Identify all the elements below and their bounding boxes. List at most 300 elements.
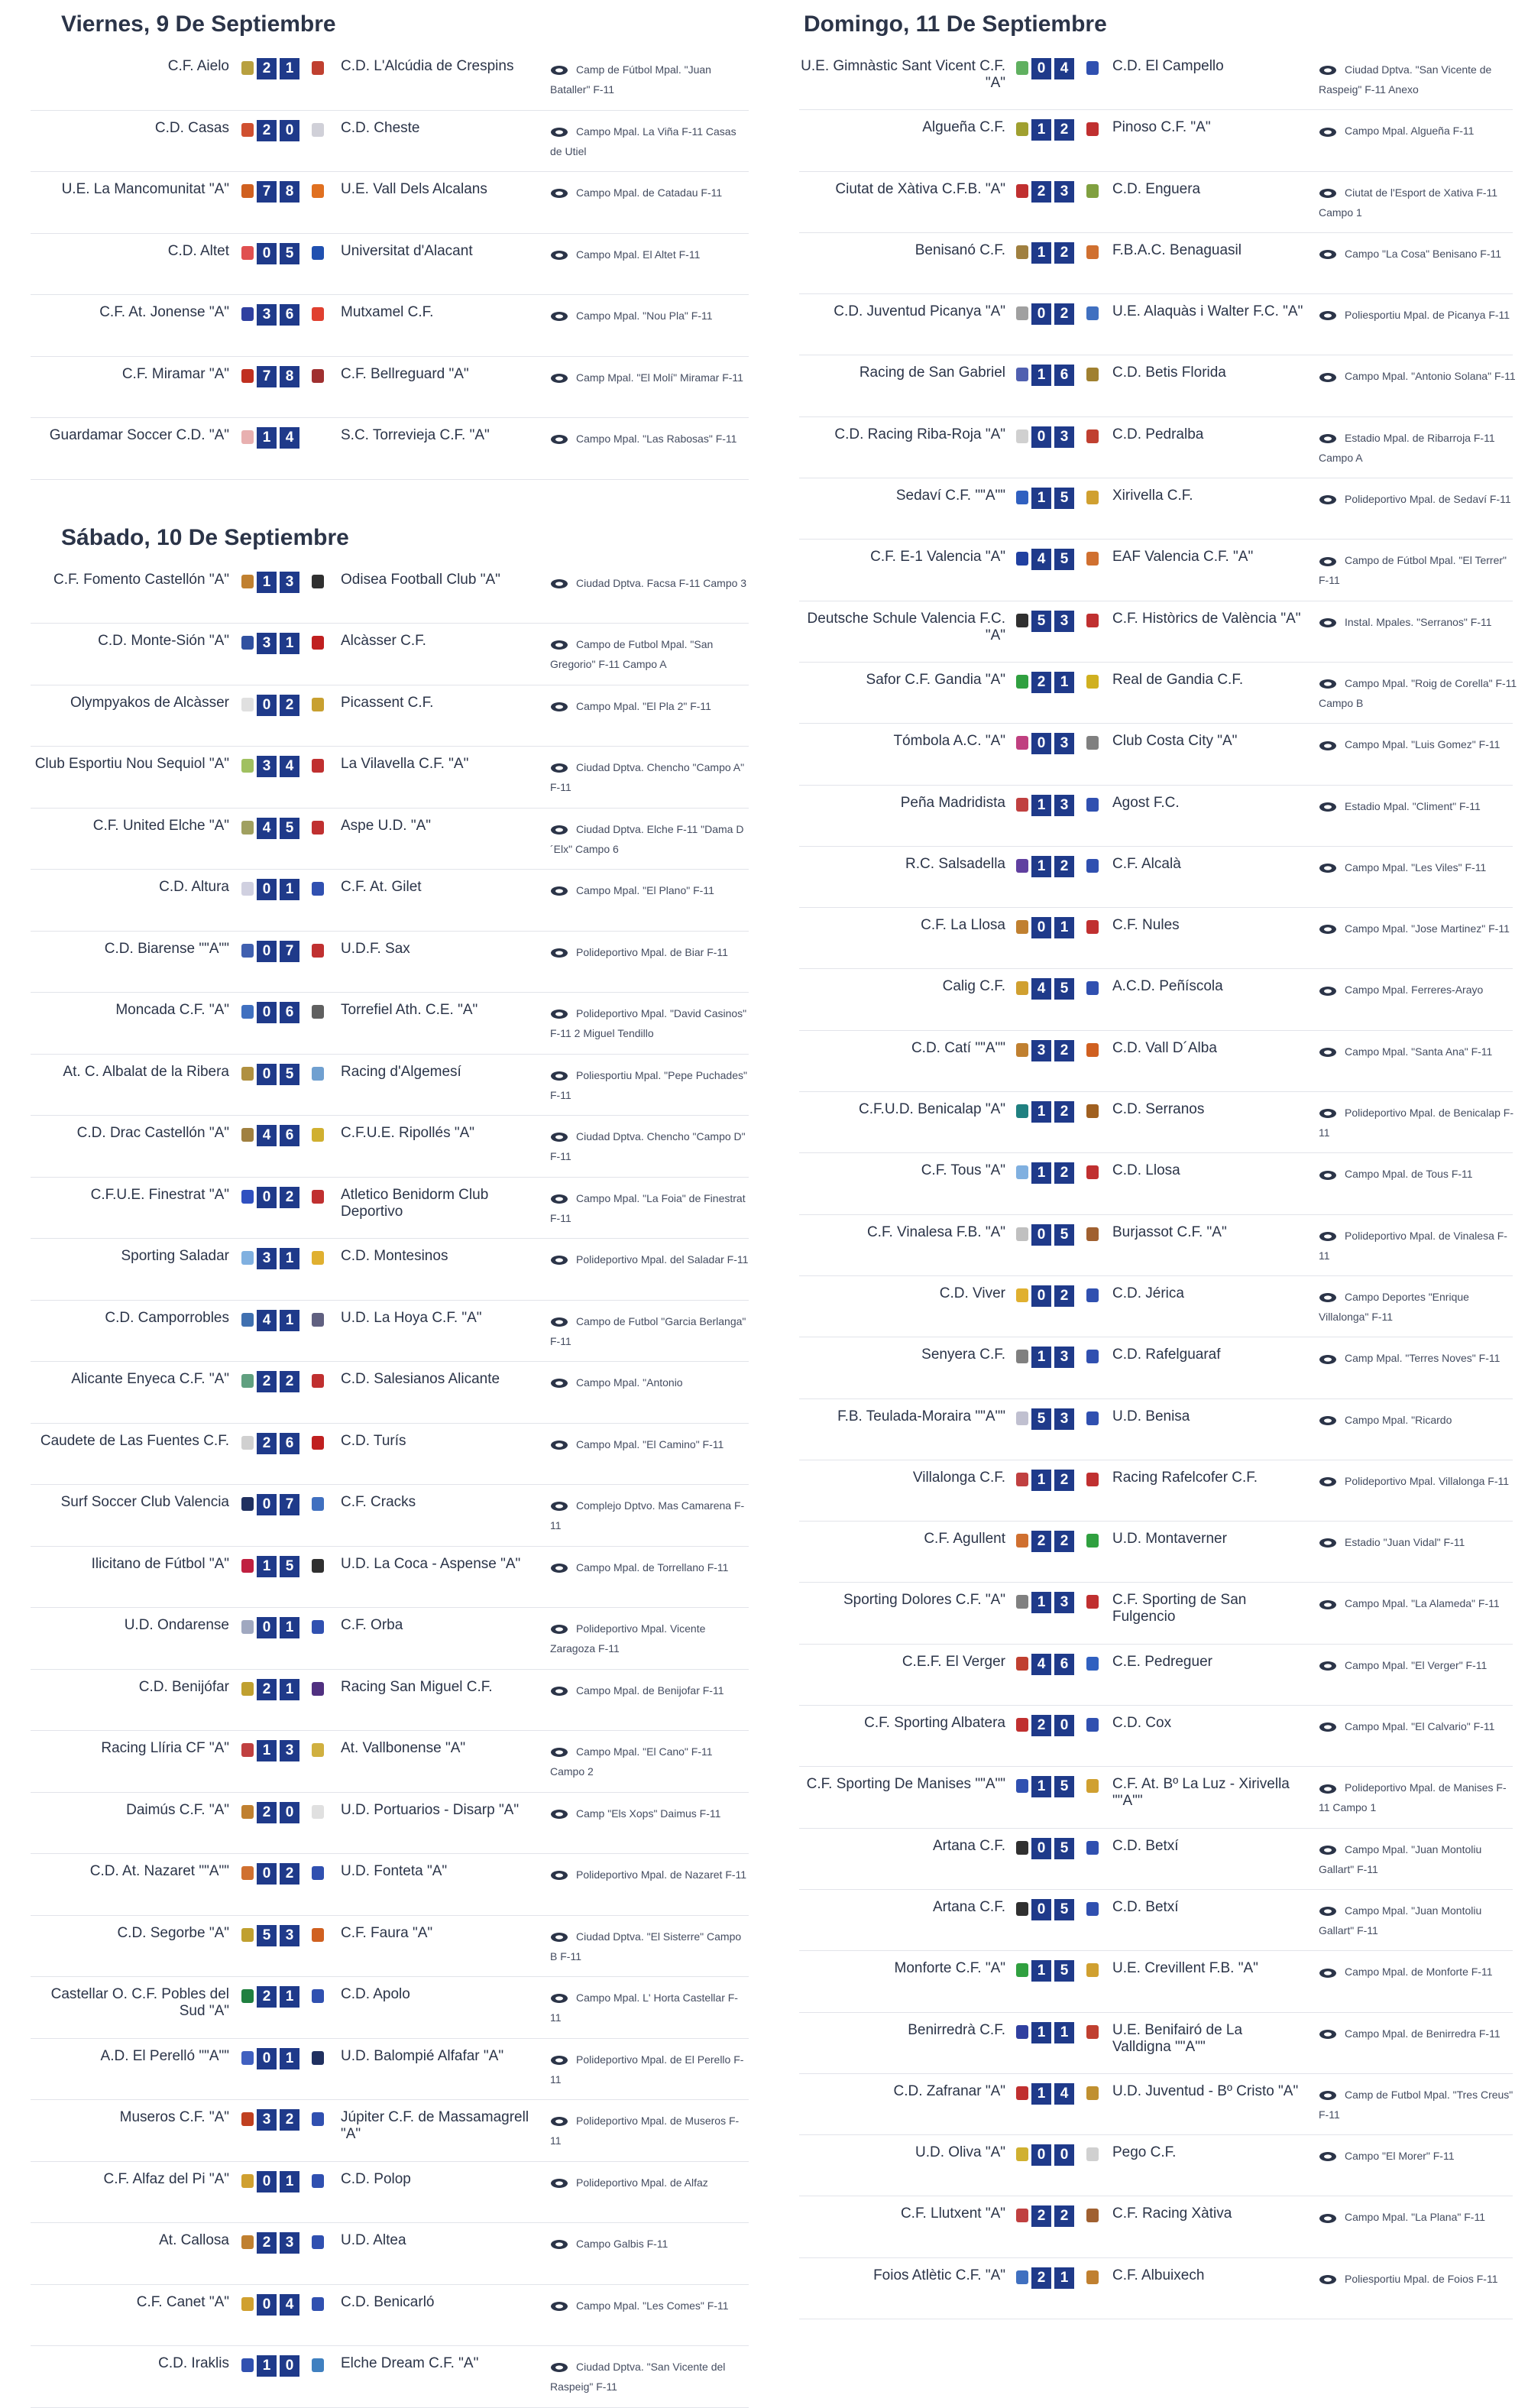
away-team-name[interactable]: C.F.U.E. Ripollés "A" — [341, 1125, 475, 1141]
venue[interactable] — [550, 1065, 749, 1105]
match-row[interactable] — [799, 1829, 1513, 1890]
score-box[interactable] — [1031, 303, 1074, 325]
home-team-name[interactable]: C.D. Casas — [154, 119, 229, 136]
away-team-name[interactable]: C.D. Cheste — [341, 119, 420, 136]
home-team-name[interactable]: Benirredrà C.F. — [908, 2021, 1005, 2038]
away-team-name[interactable]: U.D. Balompié Alfafar "A" — [341, 2047, 504, 2064]
score-box[interactable] — [1031, 1040, 1074, 1061]
match-row[interactable] — [31, 1731, 749, 1793]
away-team-name[interactable]: U.D. Altea — [341, 2232, 406, 2248]
score-box[interactable] — [1031, 1470, 1074, 1491]
venue[interactable] — [550, 245, 749, 264]
match-row[interactable] — [31, 993, 749, 1055]
home-team-name[interactable]: C.D. Racing Riba-Roja "A" — [834, 426, 1005, 442]
home-team-name[interactable]: C.F. United Elche "A" — [92, 817, 229, 834]
score-box[interactable] — [257, 1802, 299, 1823]
match-row[interactable] — [799, 1460, 1513, 1522]
away-team-name[interactable]: C.D. Montesinos — [341, 1248, 448, 1264]
venue[interactable] — [1319, 1839, 1517, 1879]
venue[interactable] — [550, 429, 749, 449]
away-team-name[interactable]: C.F. Faura "A" — [341, 1924, 433, 1941]
away-team-name[interactable]: Club Costa City "A" — [1112, 733, 1238, 750]
venue[interactable] — [550, 60, 749, 99]
score-box[interactable] — [257, 879, 299, 900]
venue[interactable] — [550, 1311, 749, 1351]
away-team-name[interactable]: C.F. Orba — [341, 1617, 403, 1633]
venue[interactable] — [1319, 1471, 1517, 1491]
score-box[interactable] — [257, 366, 299, 387]
away-team-name[interactable]: C.D. Betis Florida — [1112, 365, 1226, 381]
venue[interactable] — [550, 1126, 749, 1166]
venue[interactable] — [550, 2234, 749, 2254]
venue[interactable] — [550, 1804, 749, 1823]
match-row[interactable] — [799, 1951, 1513, 2012]
home-team-name[interactable]: Ilicitano de Fútbol "A" — [91, 1555, 229, 1572]
match-row[interactable] — [799, 1767, 1513, 1828]
away-team-name[interactable]: Pinoso C.F. "A" — [1112, 119, 1211, 136]
home-team-name[interactable]: Moncada C.F. "A" — [115, 1002, 229, 1018]
venue[interactable] — [550, 122, 749, 161]
venue[interactable] — [550, 634, 749, 674]
score-box[interactable] — [1031, 1347, 1074, 1368]
home-team-name[interactable]: Peña Madridista — [900, 794, 1005, 811]
venue[interactable] — [1319, 2146, 1517, 2166]
home-team-name[interactable]: Surf Soccer Club Valencia — [60, 1494, 229, 1510]
away-team-name[interactable]: Xirivella C.F. — [1112, 488, 1193, 504]
venue[interactable] — [1319, 489, 1517, 509]
venue[interactable] — [550, 1496, 749, 1535]
venue[interactable] — [550, 573, 749, 593]
home-team-name[interactable]: C.D. Viver — [939, 1285, 1005, 1301]
home-team-name[interactable]: C.F. Sporting De Manises ""A"" — [806, 1776, 1005, 1793]
score-box[interactable] — [1031, 1654, 1074, 1675]
venue[interactable] — [1319, 734, 1517, 754]
home-team-name[interactable]: U.D. Oliva "A" — [915, 2144, 1005, 2161]
away-team-name[interactable]: U.E. Vall Dels Alcalans — [341, 181, 487, 197]
home-team-name[interactable]: Algueña C.F. — [922, 119, 1005, 136]
home-team-name[interactable]: C.F. Aielo — [167, 58, 229, 74]
away-team-name[interactable]: Atletico Benidorm Club Deportivo — [341, 1186, 489, 1220]
match-row[interactable] — [31, 2285, 749, 2347]
score-box[interactable] — [257, 756, 299, 777]
away-team-name[interactable]: C.F. Bellreguard "A" — [341, 365, 469, 382]
venue[interactable] — [550, 1619, 749, 1658]
match-row[interactable] — [799, 969, 1513, 1030]
venue[interactable] — [550, 1865, 749, 1885]
home-team-name[interactable]: Racing de San Gabriel — [859, 365, 1005, 381]
score-box[interactable] — [257, 1925, 299, 1946]
away-team-name[interactable]: Universitat d'Alacant — [341, 242, 473, 259]
match-row[interactable] — [799, 2013, 1513, 2074]
venue[interactable] — [1319, 2207, 1517, 2227]
home-team-name[interactable]: U.E. Gimnàstic Sant Vicent C.F. "A" — [801, 58, 1005, 91]
away-team-name[interactable]: C.F. Històrics de València "A" — [1112, 610, 1301, 627]
home-team-name[interactable]: C.F. Fomento Castellón "A" — [53, 571, 229, 588]
away-team-name[interactable]: U.E. Crevillent F.B. "A" — [1112, 1960, 1258, 1977]
away-team-name[interactable]: C.D. Rafelguaraf — [1112, 1347, 1221, 1363]
match-row[interactable] — [799, 172, 1513, 233]
home-team-name[interactable]: Deutsche Schule Valencia F.C. "A" — [807, 610, 1005, 643]
match-row[interactable] — [799, 2074, 1513, 2135]
score-box[interactable] — [257, 2048, 299, 2069]
home-team-name[interactable]: Safor C.F. Gandia "A" — [866, 671, 1005, 688]
away-team-name[interactable]: C.D. Betxí — [1112, 1898, 1179, 1915]
home-team-name[interactable]: C.D. At. Nazaret ""A"" — [89, 1863, 229, 1879]
home-team-name[interactable]: U.E. La Mancomunitat "A" — [61, 181, 229, 197]
venue[interactable] — [1319, 1593, 1517, 1613]
match-row[interactable] — [31, 1485, 749, 1547]
match-row[interactable] — [799, 601, 1513, 663]
away-team-name[interactable]: C.D. Cox — [1112, 1715, 1172, 1732]
score-box[interactable] — [1031, 1162, 1074, 1184]
match-row[interactable] — [31, 624, 749, 685]
venue[interactable] — [550, 2111, 749, 2150]
match-row[interactable] — [31, 1670, 749, 1732]
score-box[interactable] — [257, 1740, 299, 1761]
score-box[interactable] — [1031, 365, 1074, 386]
score-box[interactable] — [1031, 611, 1074, 632]
venue[interactable] — [1319, 1962, 1517, 1982]
match-row[interactable] — [31, 49, 749, 111]
score-box[interactable] — [1031, 1960, 1074, 1982]
venue[interactable] — [1319, 1103, 1517, 1142]
home-team-name[interactable]: Villalonga C.F. — [912, 1469, 1005, 1486]
home-team-name[interactable]: C.D. Monte-Sión "A" — [98, 633, 229, 649]
venue[interactable] — [550, 183, 749, 203]
home-team-name[interactable]: Artana C.F. — [932, 1898, 1005, 1915]
home-team-name[interactable]: C.D. Benijófar — [138, 1678, 229, 1695]
match-row[interactable] — [31, 2346, 749, 2408]
away-team-name[interactable]: C.F. Albuixech — [1112, 2267, 1205, 2283]
home-team-name[interactable]: C.D. Drac Castellón "A" — [76, 1125, 229, 1141]
score-box[interactable] — [1031, 1592, 1074, 1613]
venue[interactable] — [550, 1557, 749, 1577]
score-box[interactable] — [257, 695, 299, 716]
match-row[interactable] — [799, 1645, 1513, 1706]
score-box[interactable] — [1031, 917, 1074, 938]
venue[interactable] — [1319, 1287, 1517, 1327]
home-team-name[interactable]: Benisanó C.F. — [915, 241, 1005, 258]
home-team-name[interactable]: R.C. Salsadella — [905, 855, 1005, 872]
home-team-name[interactable]: C.F. Llutxent "A" — [900, 2205, 1005, 2222]
match-row[interactable] — [799, 233, 1513, 294]
home-team-name[interactable]: Caudete de Las Fuentes C.F. — [40, 1432, 229, 1449]
score-box[interactable] — [1031, 1224, 1074, 1246]
home-team-name[interactable]: Artana C.F. — [932, 1837, 1005, 1854]
home-team-name[interactable]: F.B. Teulada-Moraira ""A"" — [837, 1408, 1005, 1424]
venue[interactable] — [1319, 2085, 1517, 2124]
score-box[interactable] — [257, 1187, 299, 1208]
score-box[interactable] — [1031, 549, 1074, 570]
venue[interactable] — [1319, 121, 1517, 141]
away-team-name[interactable]: Racing Rafelcofer C.F. — [1112, 1469, 1258, 1486]
away-team-name[interactable]: F.B.A.C. Benaguasil — [1112, 241, 1242, 258]
venue[interactable] — [550, 2173, 749, 2192]
away-team-name[interactable]: At. Vallbonense "A" — [341, 1740, 466, 1756]
venue[interactable] — [550, 819, 749, 859]
away-team-name[interactable]: C.D. El Campello — [1112, 58, 1224, 74]
venue[interactable] — [550, 306, 749, 326]
match-row[interactable] — [31, 1547, 749, 1609]
away-team-name[interactable]: C.F. Alcalà — [1112, 855, 1181, 872]
score-box[interactable] — [1031, 2022, 1074, 2043]
score-box[interactable] — [257, 1125, 299, 1146]
venue[interactable] — [550, 1249, 749, 1269]
venue[interactable] — [550, 942, 749, 962]
venue[interactable] — [550, 696, 749, 716]
match-row[interactable] — [31, 1239, 749, 1301]
venue[interactable] — [1319, 366, 1517, 386]
match-row[interactable] — [799, 417, 1513, 478]
match-row[interactable] — [31, 562, 749, 624]
score-box[interactable] — [1031, 2267, 1074, 2289]
away-team-name[interactable]: S.C. Torrevieja C.F. "A" — [341, 427, 490, 443]
venue[interactable] — [1319, 1901, 1517, 1940]
score-box[interactable] — [257, 1002, 299, 1023]
home-team-name[interactable]: C.E.F. El Verger — [902, 1653, 1005, 1670]
venue[interactable] — [550, 1680, 749, 1700]
score-box[interactable] — [1031, 1285, 1074, 1307]
away-team-name[interactable]: Agost F.C. — [1112, 794, 1180, 811]
away-team-name[interactable]: C.E. Pedreguer — [1112, 1653, 1212, 1670]
match-row[interactable] — [31, 2162, 749, 2224]
home-team-name[interactable]: Olympyakos de Alcàsser — [70, 694, 229, 711]
away-team-name[interactable]: C.F. Nules — [1112, 917, 1180, 934]
match-row[interactable] — [31, 870, 749, 932]
home-team-name[interactable]: C.F. At. Jonense "A" — [99, 304, 229, 320]
home-team-name[interactable]: Sporting Dolores C.F. "A" — [843, 1592, 1005, 1609]
home-team-name[interactable]: C.F. Agullent — [924, 1531, 1005, 1548]
home-team-name[interactable]: At. Callosa — [159, 2232, 229, 2248]
away-team-name[interactable]: Racing d'Algemesí — [341, 1063, 461, 1080]
match-row[interactable] — [799, 908, 1513, 969]
away-team-name[interactable]: U.D. La Hoya C.F. "A" — [341, 1309, 482, 1326]
away-team-name[interactable]: La Vilavella C.F. "A" — [341, 756, 469, 772]
away-team-name[interactable]: C.D. Benicarló — [341, 2293, 435, 2310]
score-box[interactable] — [1031, 181, 1074, 203]
away-team-name[interactable]: U.D. Portuarios - Disarp "A" — [341, 1801, 520, 1818]
score-box[interactable] — [1031, 856, 1074, 877]
venue[interactable] — [550, 880, 749, 900]
home-team-name[interactable]: Alicante Enyeca C.F. "A" — [71, 1371, 229, 1387]
away-team-name[interactable]: C.D. Jérica — [1112, 1285, 1184, 1301]
away-team-name[interactable]: U.E. Alaquàs i Walter F.C. "A" — [1112, 303, 1303, 320]
venue[interactable] — [1319, 1348, 1517, 1368]
match-row[interactable] — [31, 1178, 749, 1240]
match-row[interactable] — [799, 1890, 1513, 1951]
home-team-name[interactable]: C.D. Biarense ""A"" — [104, 940, 229, 957]
home-team-name[interactable]: C.F. Miramar "A" — [121, 365, 229, 382]
score-box[interactable] — [257, 1248, 299, 1269]
score-box[interactable] — [1031, 1715, 1074, 1736]
away-team-name[interactable]: A.C.D. Peñíscola — [1112, 978, 1223, 995]
venue[interactable] — [1319, 1410, 1517, 1430]
match-row[interactable] — [799, 786, 1513, 847]
away-team-name[interactable]: Odisea Football Club "A" — [341, 571, 500, 588]
match-row[interactable] — [31, 1424, 749, 1486]
score-box[interactable] — [257, 941, 299, 962]
away-team-name[interactable]: C.D. Apolo — [341, 1986, 410, 2002]
score-box[interactable] — [257, 818, 299, 839]
score-box[interactable] — [1031, 795, 1074, 816]
match-row[interactable] — [31, 2100, 749, 2162]
score-box[interactable] — [257, 1986, 299, 2008]
home-team-name[interactable]: U.D. Ondarense — [124, 1617, 229, 1633]
score-box[interactable] — [257, 1310, 299, 1331]
venue[interactable] — [550, 1927, 749, 1966]
match-row[interactable] — [31, 111, 749, 173]
venue[interactable] — [1319, 612, 1517, 632]
score-box[interactable] — [257, 2171, 299, 2192]
venue[interactable] — [550, 1373, 749, 1392]
home-team-name[interactable]: Tómbola A.C. "A" — [893, 733, 1005, 750]
match-row[interactable] — [31, 172, 749, 234]
home-team-name[interactable]: C.F. Canet "A" — [136, 2293, 229, 2310]
venue[interactable] — [550, 2050, 749, 2089]
away-team-name[interactable]: U.D. Benisa — [1112, 1408, 1190, 1424]
match-row[interactable] — [31, 1793, 749, 1855]
venue[interactable] — [1319, 1164, 1517, 1184]
home-team-name[interactable]: Ciutat de Xàtiva C.F.B. "A" — [835, 180, 1005, 197]
venue[interactable] — [1319, 550, 1517, 590]
away-team-name[interactable]: U.D. Montaverner — [1112, 1531, 1227, 1548]
score-box[interactable] — [257, 58, 299, 79]
away-team-name[interactable]: Real de Gandia C.F. — [1112, 671, 1244, 688]
score-box[interactable] — [1031, 1531, 1074, 1552]
away-team-name[interactable]: C.D. Betxí — [1112, 1837, 1179, 1854]
score-box[interactable] — [1031, 1776, 1074, 1797]
home-team-name[interactable]: Monforte C.F. "A" — [894, 1960, 1005, 1977]
away-team-name[interactable]: C.F. At. Bº La Luz - Xirivella ""A"" — [1112, 1776, 1290, 1810]
score-box[interactable] — [257, 633, 299, 654]
home-team-name[interactable]: Sedaví C.F. ""A"" — [895, 488, 1005, 504]
match-row[interactable] — [799, 1092, 1513, 1153]
home-team-name[interactable]: C.D. Zafranar "A" — [893, 2082, 1005, 2099]
away-team-name[interactable]: U.E. Benifairó de La Valldigna ""A"" — [1112, 2021, 1243, 2055]
match-row[interactable] — [799, 540, 1513, 601]
score-box[interactable] — [1031, 1408, 1074, 1430]
match-row[interactable] — [31, 1055, 749, 1116]
away-team-name[interactable]: Aspe U.D. "A" — [341, 817, 432, 834]
match-row[interactable] — [799, 2196, 1513, 2257]
away-team-name[interactable]: C.D. Llosa — [1112, 1162, 1180, 1179]
home-team-name[interactable]: Sporting Saladar — [121, 1248, 229, 1264]
match-row[interactable] — [31, 295, 749, 357]
away-team-name[interactable]: C.D. Enguera — [1112, 180, 1201, 197]
away-team-name[interactable]: U.D.F. Sax — [341, 940, 410, 957]
away-team-name[interactable]: C.D. Salesianos Alicante — [341, 1371, 500, 1387]
match-row[interactable] — [799, 1153, 1513, 1214]
venue[interactable] — [1319, 1778, 1517, 1817]
home-team-name[interactable]: C.F.U.D. Benicalap "A" — [859, 1101, 1005, 1118]
score-box[interactable] — [1031, 119, 1074, 141]
match-row[interactable] — [31, 809, 749, 870]
home-team-name[interactable]: C.D. Juventud Picanya "A" — [834, 303, 1005, 320]
away-team-name[interactable]: C.D. Polop — [341, 2170, 411, 2187]
score-box[interactable] — [1031, 2144, 1074, 2166]
score-box[interactable] — [1031, 242, 1074, 264]
score-box[interactable] — [257, 243, 299, 264]
score-box[interactable] — [257, 1494, 299, 1515]
venue[interactable] — [550, 1988, 749, 2027]
venue[interactable] — [1319, 305, 1517, 325]
venue[interactable] — [1319, 796, 1517, 816]
venue[interactable] — [1319, 60, 1517, 99]
home-team-name[interactable]: Racing Llíria CF "A" — [101, 1740, 229, 1756]
venue[interactable] — [550, 2357, 749, 2397]
away-team-name[interactable]: C.D. Pedralba — [1112, 426, 1204, 442]
match-row[interactable] — [31, 932, 749, 993]
score-box[interactable] — [257, 572, 299, 593]
match-row[interactable] — [31, 2039, 749, 2101]
score-box[interactable] — [1031, 733, 1074, 754]
match-row[interactable] — [799, 724, 1513, 785]
venue[interactable] — [1319, 244, 1517, 264]
match-row[interactable] — [31, 1116, 749, 1178]
away-team-name[interactable]: Burjassot C.F. "A" — [1112, 1223, 1227, 1240]
match-row[interactable] — [31, 1362, 749, 1424]
match-row[interactable] — [799, 110, 1513, 171]
score-box[interactable] — [1031, 1899, 1074, 1920]
away-team-name[interactable]: U.D. Fonteta "A" — [341, 1863, 448, 1879]
away-team-name[interactable]: Elche Dream C.F. "A" — [341, 2355, 479, 2371]
home-team-name[interactable]: Foios Atlètic C.F. "A" — [873, 2267, 1005, 2283]
score-box[interactable] — [1031, 58, 1074, 79]
away-team-name[interactable]: C.D. Serranos — [1112, 1101, 1205, 1118]
venue[interactable] — [1319, 919, 1517, 938]
match-row[interactable] — [31, 1301, 749, 1363]
match-row[interactable] — [31, 1608, 749, 1670]
home-team-name[interactable]: C.F. Alfaz del Pi "A" — [103, 2170, 229, 2187]
match-row[interactable] — [799, 478, 1513, 540]
away-team-name[interactable]: Mutxamel C.F. — [341, 304, 434, 320]
home-team-name[interactable]: C.D. Altet — [167, 242, 229, 259]
venue[interactable] — [1319, 1655, 1517, 1675]
match-row[interactable] — [31, 685, 749, 747]
score-box[interactable] — [1031, 978, 1074, 1000]
away-team-name[interactable]: Alcàsser C.F. — [341, 633, 426, 649]
venue[interactable] — [1319, 1042, 1517, 1061]
venue[interactable] — [550, 1003, 749, 1043]
home-team-name[interactable]: C.D. Iraklis — [158, 2355, 229, 2371]
score-box[interactable] — [257, 2294, 299, 2316]
away-team-name[interactable]: Pego C.F. — [1112, 2144, 1177, 2161]
home-team-name[interactable]: C.F. Tous "A" — [921, 1162, 1005, 1179]
away-team-name[interactable]: Júpiter C.F. de Massamagrell "A" — [341, 2109, 529, 2142]
away-team-name[interactable]: C.D. Turís — [341, 1432, 406, 1449]
away-team-name[interactable]: Racing San Miguel C.F. — [341, 1678, 493, 1695]
home-team-name[interactable]: C.D. Segorbe "A" — [117, 1924, 229, 1941]
venue[interactable] — [550, 757, 749, 797]
venue[interactable] — [550, 368, 749, 387]
score-box[interactable] — [1031, 426, 1074, 448]
away-team-name[interactable]: C.F. At. Gilet — [341, 879, 422, 895]
match-row[interactable] — [799, 2258, 1513, 2319]
venue[interactable] — [550, 1188, 749, 1228]
match-row[interactable] — [799, 1031, 1513, 1092]
venue[interactable] — [1319, 2269, 1517, 2289]
match-row[interactable] — [799, 663, 1517, 724]
venue[interactable] — [550, 1434, 749, 1454]
home-team-name[interactable]: Guardamar Soccer C.D. "A" — [49, 427, 229, 443]
venue[interactable] — [550, 1742, 749, 1781]
away-team-name[interactable]: C.F. Racing Xàtiva — [1112, 2205, 1232, 2222]
home-team-name[interactable]: C.F. Sporting Albatera — [864, 1715, 1005, 1732]
home-team-name[interactable]: Daimús C.F. "A" — [126, 1801, 229, 1818]
away-team-name[interactable]: EAF Valencia C.F. "A" — [1112, 549, 1254, 566]
score-box[interactable] — [257, 181, 299, 203]
home-team-name[interactable]: C.D. Catí ""A"" — [911, 1039, 1005, 1056]
